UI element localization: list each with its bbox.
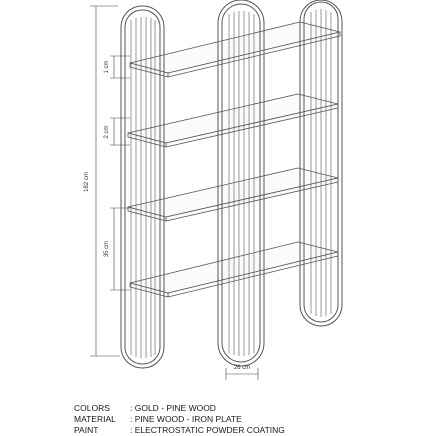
product-specs <box>74 403 285 436</box>
depth-dimension-label: 26 cm <box>233 365 251 371</box>
shelf-thickness-dimension-label: 2 cm <box>104 125 110 139</box>
spec-key: COLORS <box>74 403 110 413</box>
spec-value: : ELECTROSTATIC POWDER COATING <box>130 425 285 435</box>
spec-key: MATERIAL <box>74 414 116 424</box>
spec-row-paint <box>74 425 285 436</box>
spec-value: : GOLD - PINE WOOD <box>130 403 216 413</box>
spec-row-colors <box>74 403 285 414</box>
bottom-gap-dimension-label: 35 cm <box>104 240 110 258</box>
shelf-gap-dimension-label: 1 cm <box>104 60 110 74</box>
spec-value: : PINE WOOD - IRON PLATE <box>130 414 242 424</box>
spec-key: PAINT <box>74 425 99 435</box>
height-dimension-label: 182 cm <box>84 172 90 192</box>
frame-right <box>300 0 342 326</box>
spec-row-material <box>74 414 285 425</box>
shelf-top <box>130 22 340 77</box>
